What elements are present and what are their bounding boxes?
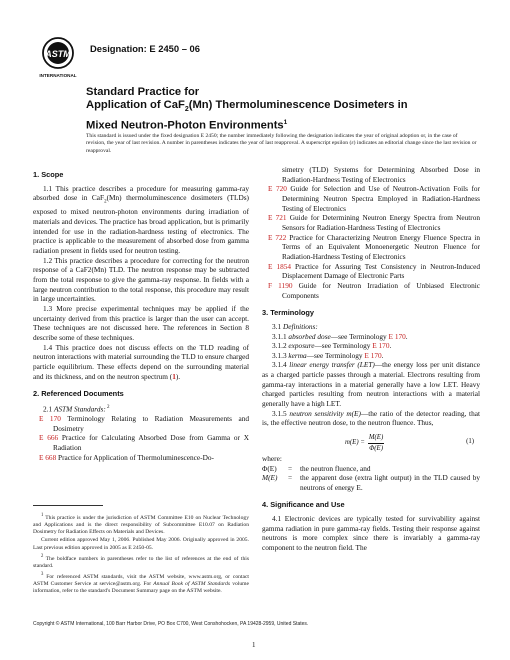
ref-link-e720[interactable]: E 720 [268, 184, 287, 194]
paragraph-1-4: 1.4 This practice does not discuss effects on the TLD reading of neutron interactions with material surrounding the TLD to ensure charged particle equilibrium. These effects depend on the surrounding material and its thickness, and on the neutron spectrum (1). [33, 342, 249, 381]
footnote-1: $^1$ This practice is under the jurisdiction of ASTM Committee E10 on Nuclear Technology and Applications and is the direct responsibility of Subcommittee E10.07 on Radiation Dosimetry for Radiation Effects on Materials and Devices. [33, 513, 249, 536]
ref-e720: E 720 Guide for Selection and Use of Neutron-Activation Foils for Determining Neutron Spectra Employed in Radiation-Hardness Testing of Electronics [268, 184, 480, 213]
where-row-dose: M(E) = the apparent dose (extra light output) in the TLD caused by neutrons of energy E. [262, 473, 480, 492]
term-link-e170-2[interactable]: E 170 [372, 341, 390, 351]
where-label: where: [262, 454, 282, 464]
ref-e668: E 668 Practice for Application of Thermoluminescence-Do- [39, 452, 214, 462]
paragraph-1-1: 1.1 This practice describes a procedure for measuring gamma-ray absorbed dose in CaF$_2$(Mn) thermoluminescence dosimeters (TLDs) exposed to mixed neutron-photon environments during irradiation of materials and devices. The practice has broad application, but is primarily intended for use in the radiation-hardness testing of electronics. The practice is applicable to the measurement of absorbed dose from gamma radiation present in fields used for neutron testing. [33, 183, 249, 256]
equation-1 [262, 430, 480, 452]
footnote-3: $^3$ For referenced ASTM standards, visit the ASTM website, www.astm.org, or contact ASTM Customer Service at service@astm.org. For Annual Book of ASTM Standards volume information, refer to the standard's Document Summary page on the ASTM website. [33, 572, 249, 595]
title-line-3: Mixed Neutron-Photon Environments$^1$ [86, 119, 288, 132]
where-row-fluence: Φ(E) = the neutron fluence, and [262, 463, 371, 473]
equation-fraction [368, 433, 384, 453]
footnote-divider [33, 505, 103, 506]
footnotes [33, 512, 249, 597]
ref-e170: E 170 Terminology Relating to Radiation Measurements and Dosimetry [39, 413, 249, 433]
section-heading-referenced-documents: 2. Referenced Documents [33, 389, 124, 399]
definitions-label: 3.1 Definitions: [272, 321, 318, 331]
reference-link-1[interactable]: 1 [172, 371, 176, 381]
definition-absorbed-dose: 3.1.1 absorbed dose—see Terminology E 170. [272, 331, 408, 341]
ref-e1854: E 1854 Practice for Assuring Test Consistency in Neutron-Induced Displacement Damage of Electronic Parts [268, 261, 480, 281]
definition-exposure: 3.1.2 exposure—see Terminology E 170. [272, 341, 392, 351]
ref-e668-continued: simetry (TLD) Systems for Determining Absorbed Dose in Radiation-Hardness Testing of Electronics [282, 165, 480, 184]
paragraph-4-1: 4.1 Electronic devices are typically tested for survivability against gamma radiation in pure gamma-ray fields. Testing their response against neutrons is more complex since there is invariably a gamma-ray component to the neutron field. The [262, 513, 480, 552]
astm-logo [38, 36, 78, 80]
definition-let: 3.1.4 linear energy transfer (LET)—the energy loss per unit distance as a charged particle passes through a material. Electrons resulting from gamma-ray interactions in a material generally have a low LET. Heavy charged particles resulting from neutron interactions with a material generally have a high LET. [262, 360, 481, 409]
definition-kerma: 3.1.3 kerma—see Terminology E 170. [272, 350, 384, 360]
section-heading-significance: 4. Significance and Use [262, 500, 345, 510]
ref-e722: E 722 Practice for Characterizing Neutron Energy Fluence Spectra in Terms of an Equivalent Monoenergetic Neutron Fluence for Radiation-Hardness Testing of Electronics [268, 232, 480, 261]
title-line-2: Application of CaF$_2$(Mn) Thermoluminescence Dosimeters in [86, 99, 408, 114]
svg-text:ASTM: ASTM [45, 49, 71, 59]
section-heading-terminology: 3. Terminology [262, 308, 315, 318]
document-title [86, 86, 486, 133]
footnote-1-edition: Current edition approved May 1, 2006. Published May 2006. Originally approved in 2005. Last previous edition approved in 2005 as E 2450-05. [33, 537, 249, 551]
ref-e666: E 666 Practice for Calculating Absorbed Dose from Gamma or X Radiation [39, 433, 249, 452]
ref-link-e170[interactable]: E 170 [39, 413, 61, 423]
ref-link-e1854[interactable]: E 1854 [268, 261, 292, 271]
page-number: 1 [252, 641, 256, 649]
astm-standards-label: 2.1 ASTM Standards: $^2$ [43, 404, 110, 414]
title-line-1: Standard Practice for [86, 86, 200, 98]
ref-link-e668[interactable]: E 668 [39, 452, 57, 462]
equation-denominator: Φ(E) [369, 444, 383, 452]
term-link-e170-1[interactable]: E 170 [388, 331, 406, 341]
ref-link-e722[interactable]: E 722 [268, 232, 287, 242]
left-column [33, 167, 249, 462]
paragraph-1-3: 1.3 More precise experimental techniques may be applied if the uncertainty derived from this practice is larger than the user can accept. These techniques are not discussed here. The references in Section 8 describe some of these techniques. [33, 303, 249, 342]
paragraph-1-2: 1.2 This practice describes a procedure for correcting for the neutron response of a CaF2(Mn) TLD. The neutron response may be subtracted from the total response to give the gamma-ray response. In fields with a large neutron contribution to the total response, this procedure may result in large uncertainties. [33, 255, 249, 304]
footnote-2: $^2$ The boldface numbers in parentheses refer to the list of references at the end of this standard. [33, 553, 249, 569]
designation: Designation: E 2450 – 06 [90, 43, 200, 54]
ref-f1190: F 1190 Guide for Neutron Irradiation of Unbiased Electronic Components [268, 280, 480, 300]
equation-numerator: M(E) [368, 433, 384, 444]
ref-link-e721[interactable]: E 721 [268, 213, 287, 223]
copyright-notice: Copyright © ASTM International, 100 Barr Harbor Drive, PO Box C700, West Conshohocken, PA 19428-2959, United States. [33, 621, 309, 627]
ref-e721: E 721 Guide for Determining Neutron Energy Spectra from Neutron Sensors for Radiation-Hardness Testing of Electronics [268, 213, 480, 232]
ref-link-f1190[interactable]: F 1190 [268, 280, 293, 290]
term-link-e170-3[interactable]: E 170 [364, 350, 382, 360]
right-column [262, 165, 480, 553]
definition-neutron-sensitivity: 3.1.5 neutron sensitivity m(E)—the ratio of the detector reading, that is, the effective neutron dose, to the neutron fluence. Thus, [262, 408, 480, 428]
issuance-note: This standard is issued under the fixed designation E 2450; the number immediately following the designation indicates the year of original adoption or, in the case of revision, the year of last revision. A number in parentheses indicates the year of last reapproval. A superscript epsilon (ε) indicates an editorial change since the last revision or reapproval. [86, 133, 477, 154]
section-heading-scope: 1. Scope [33, 170, 64, 179]
svg-text:INTERNATIONAL: INTERNATIONAL [39, 73, 77, 78]
ref-link-e666[interactable]: E 666 [39, 433, 59, 443]
equation-lhs: m(E) = [345, 439, 365, 447]
equation-number: (1) [466, 438, 474, 446]
